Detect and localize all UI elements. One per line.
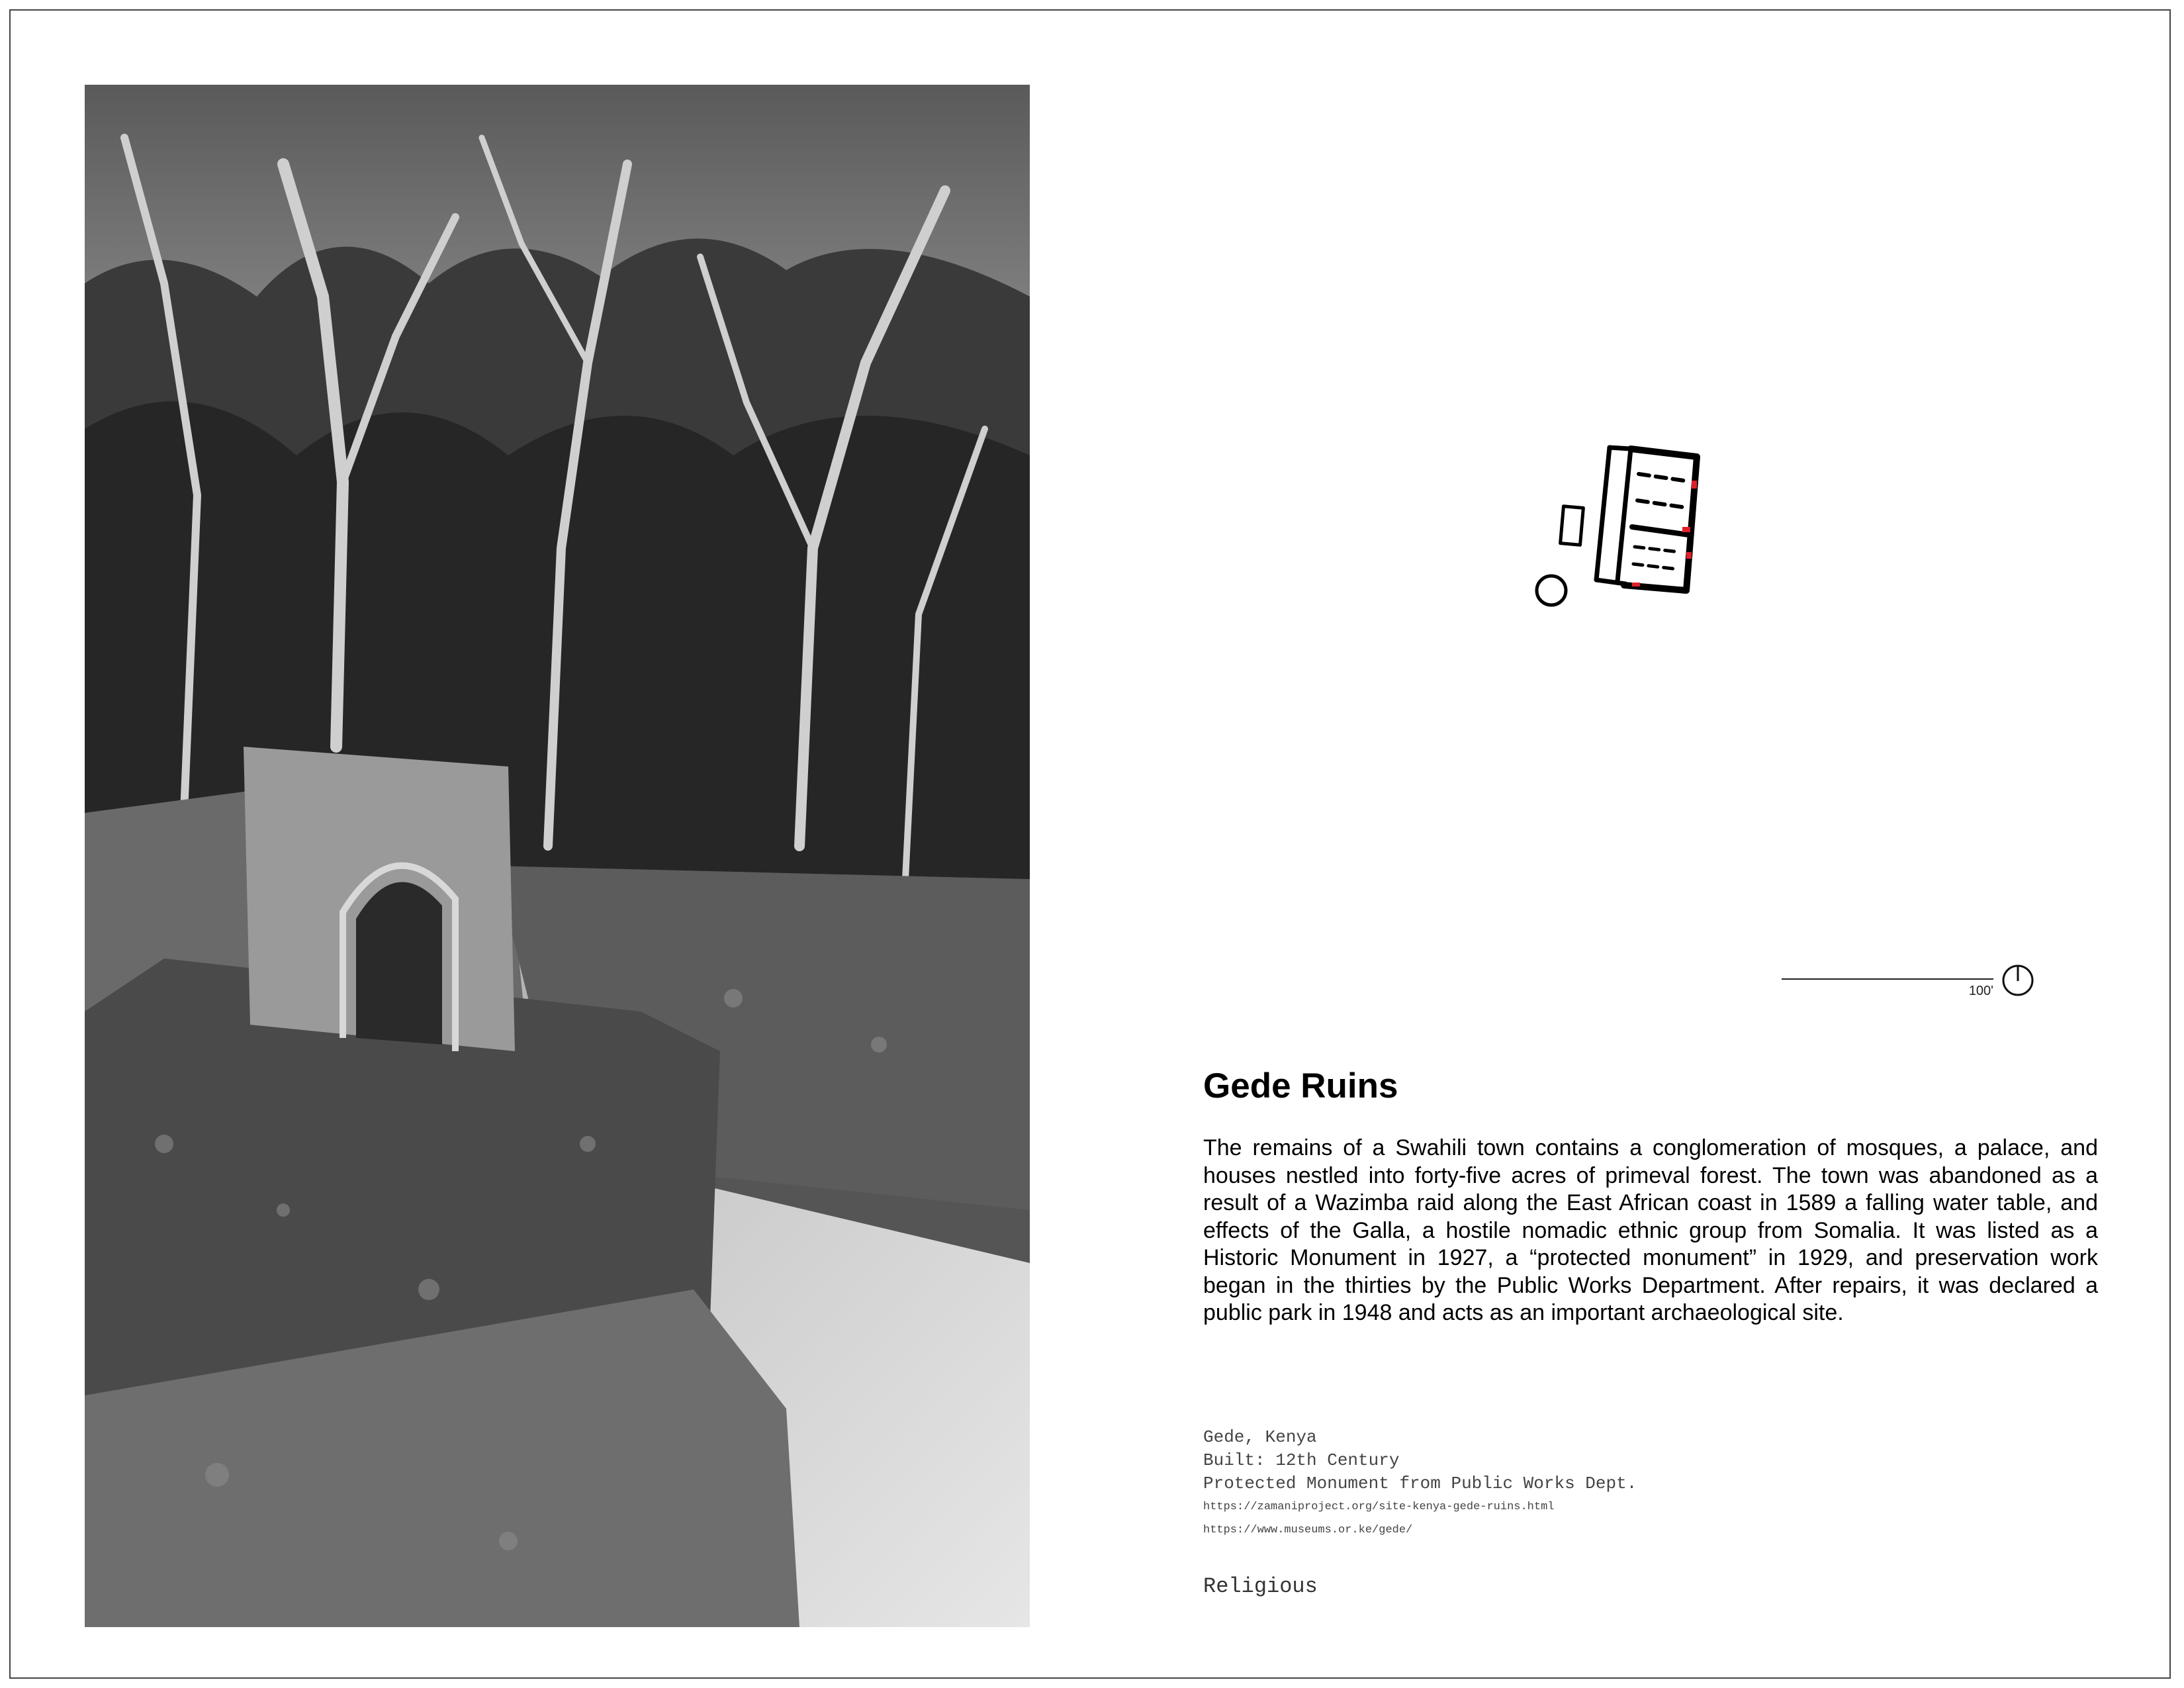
source-link[interactable]: https://www.museums.or.ke/gede/ [1203, 1524, 1413, 1536]
site-metadata [1203, 1426, 1997, 1542]
source-link[interactable]: https://zamaniproject.org/site-kenya-gede-ruins.html [1203, 1501, 1555, 1513]
north-arrow-icon [2001, 964, 2034, 997]
site-category: Religious [1203, 1574, 1318, 1599]
site-built-date: Built: 12th Century [1203, 1450, 1400, 1470]
page-frame [9, 9, 2171, 1679]
scale-bar [1782, 964, 2040, 1004]
site-description: The remains of a Swahili town contains a conglomeration of mosques, a palace, and houses nestled into forty-five acres of primeval forest. The town was abandoned as a result of a Wazimba raid along the East African coast in 1589 a falling water table, and effects of the Galla, a hostile nomadic ethnic group from Somalia. It was listed as a Historic Monument in 1927, a “protected monument” in 1929, and preservation work began in the thirties by the Public Works Department. After repairs, it was declared a public park in 1948 and acts as an important archaeological site. [1203, 1135, 2098, 1325]
site-photo [85, 85, 1030, 1627]
site-location: Gede, Kenya [1203, 1427, 1317, 1447]
scale-bar-line [1782, 978, 1993, 980]
ruins-photo-illustration [85, 85, 1030, 1627]
site-plan-drawing [1533, 434, 1751, 620]
site-protection-status: Protected Monument from Public Works Dept. [1203, 1474, 1637, 1493]
scale-bar-label: 100' [1968, 984, 1993, 998]
site-title: Gede Ruins [1203, 1066, 1398, 1105]
